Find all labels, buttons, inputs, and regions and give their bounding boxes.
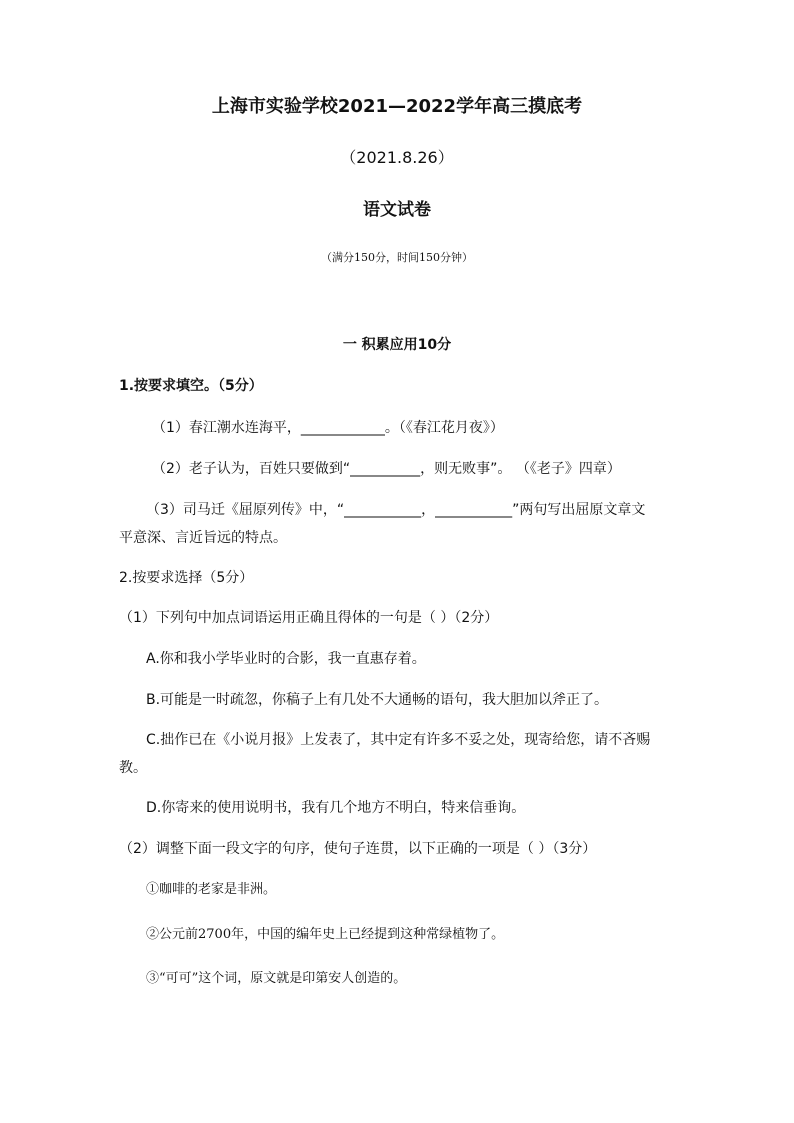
question-2-heading: 2.按要求选择（5分） bbox=[119, 570, 254, 586]
question-2-part-2-prompt: （2）调整下面一段文字的句序，使句子连贯，以下正确的一项是（ ）（3分） bbox=[119, 841, 597, 857]
option-b: B.可能是一时疏忽，你稿子上有几处不大通畅的语句，我大胆加以斧正了。 bbox=[146, 692, 609, 708]
sentence-1: ①咖啡的老家是非洲。 bbox=[146, 882, 277, 897]
exam-title: 上海市实验学校2021—2022学年高三摸底考 bbox=[211, 96, 583, 117]
question-1-item-2: （2）老子认为，百姓只要做到“__________，则无败事”。 （《老子》四章） bbox=[152, 461, 621, 477]
question-1-item-3-continued: 平意深、言近旨远的特点。 bbox=[119, 530, 287, 546]
option-c-continued: 教。 bbox=[119, 760, 147, 776]
section-heading: 一 积累应用10分 bbox=[342, 337, 452, 353]
option-a: A.你和我小学毕业时的合影，我一直惠存着。 bbox=[146, 651, 426, 667]
option-d: D.你寄来的使用说明书，我有几个地方不明白，特来信垂询。 bbox=[146, 800, 526, 816]
sentence-2: ②公元前2700年，中国的编年史上已经提到这种常绿植物了。 bbox=[146, 927, 505, 942]
exam-date: （2021.8.26） bbox=[340, 148, 454, 167]
exam-subject: 语文试卷 bbox=[363, 200, 431, 220]
option-c: C.拙作已在《小说月报》上发表了，其中定有许多不妥之处，现寄给您，请不吝赐 bbox=[146, 732, 651, 748]
question-1-item-3: （3）司马迁《屈原列传》中，“___________，___________”两句写出屈原文章文 bbox=[146, 502, 646, 518]
score-time-note: （满分150分，时间150分钟） bbox=[321, 251, 473, 264]
sentence-3: ③“可可”这个词，原文就是印第安人创造的。 bbox=[146, 971, 407, 986]
question-1-heading: 1.按要求填空。（5分） bbox=[119, 378, 263, 394]
question-1-item-1: （1）春江潮水连海平，____________。（《春江花月夜》） bbox=[152, 420, 504, 436]
question-2-part-1-prompt: （1）下列句中加点词语运用正确且得体的一句是（ ）（2分） bbox=[119, 610, 499, 626]
